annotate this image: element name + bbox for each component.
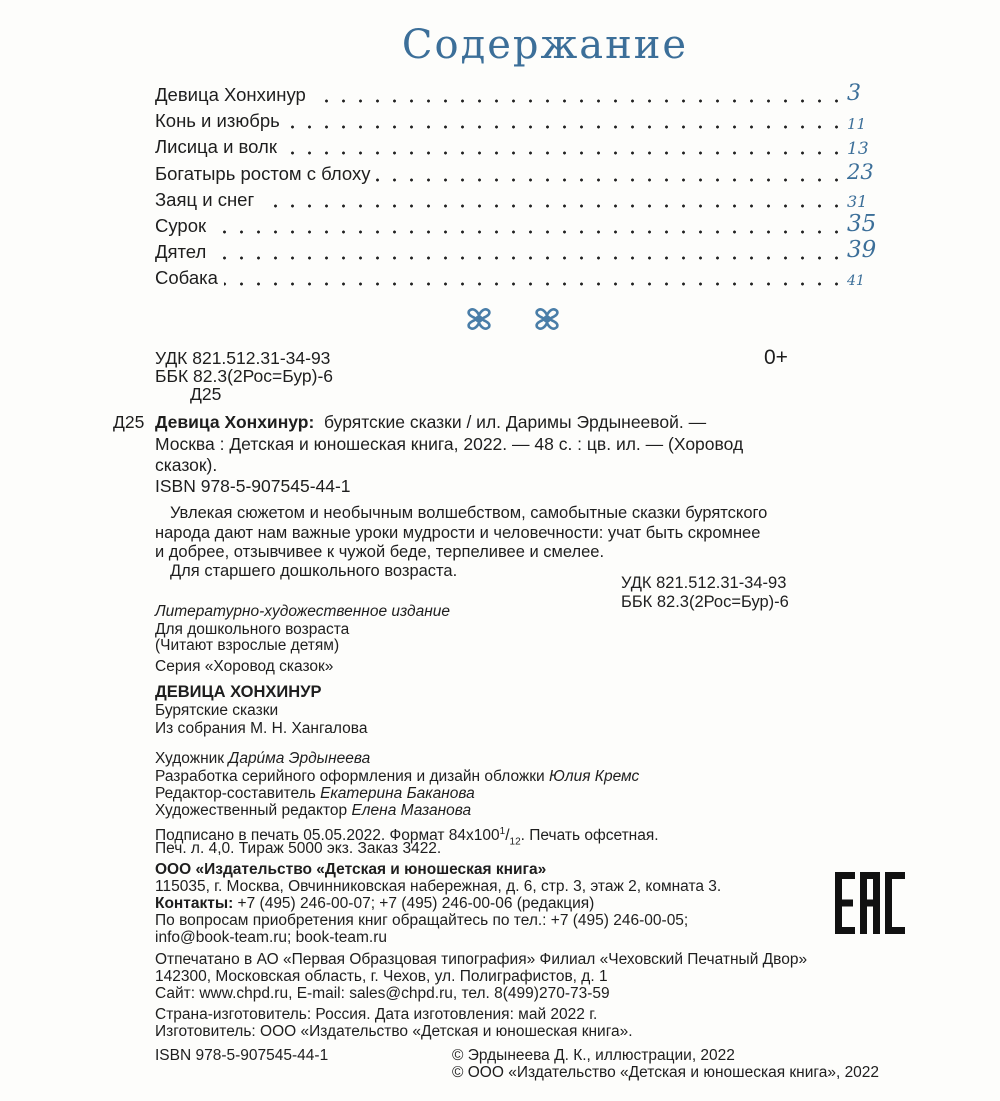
ornament-icon — [463, 303, 495, 335]
toc-entry-label: Богатырь ростом с блоху — [155, 162, 371, 184]
eac-conformity-mark-icon — [835, 872, 905, 934]
toc-entry-label: Девица Хонхинур — [155, 84, 306, 105]
toc-entry — [155, 132, 845, 158]
toc-entry-page: 39 — [847, 236, 877, 263]
toc-entry-label: Дятел — [155, 241, 207, 263]
art-editor-name: Елена Мазанова — [351, 802, 472, 819]
isbn-bottom: ISBN 978-5-907545-44-1 — [155, 1047, 329, 1064]
toc-entry-page: 23 — [847, 160, 874, 185]
toc-entry-page: 3 — [847, 80, 861, 106]
toc-leader-dots — [312, 99, 845, 103]
design-label: Разработка серийного оформления и дизайн обложки — [155, 768, 550, 785]
catalog-title: Девица Хонхинур: — [155, 412, 315, 432]
toc-leader-dots — [260, 204, 845, 208]
format-fraction-num: 1 — [499, 826, 506, 837]
sales-line: По вопросам приобретения книг обращайтесь по тел.: +7 (495) 246-00-05; — [155, 912, 689, 929]
udk-code-2: УДК 821.512.31-34-93 — [621, 574, 787, 592]
maker-line: Изготовитель: ООО «Издательство «Детская и юношеская книга». — [155, 1023, 633, 1040]
side-code: Д25 — [113, 412, 145, 432]
toc-entry-label: Заяц и снег — [155, 188, 255, 210]
toc-entry — [155, 211, 845, 237]
editor-label: Редактор-составитель — [155, 785, 321, 802]
print-line-1: Подписано в печать 05.05.2022. Формат $84x100^1/_{12}$. Печать офсетная. — [155, 826, 659, 848]
toc-entry-page: 11 — [847, 114, 867, 133]
catalog-desc-1: бурятские сказки / ил. Даримы Эрдынеевой. — — [324, 412, 707, 432]
copyright-publisher: © ООО «Издательство «Детская и юношеская книга», 2022 — [452, 1064, 880, 1081]
country-line: Страна-изготовитель: Россия. Дата изготовления: май 2022 г. — [155, 1006, 598, 1023]
toc-entry-label: Лисица и волк — [155, 136, 277, 158]
age-rating: 0+ — [764, 346, 788, 369]
format-fraction-den: 12 — [509, 836, 521, 848]
artist-name: Дари́ма Эрдынеева — [228, 750, 371, 767]
toc-entry-page: 41 — [847, 273, 865, 290]
toc-leader-dots — [376, 178, 845, 182]
contacts-value: +7 (495) 246-00-07; +7 (495) 246-00-06 (редакция) — [233, 895, 595, 912]
toc-entry-page: 35 — [847, 210, 877, 237]
age-line: Для дошкольного возраста — [155, 621, 350, 638]
catalog-isbn: ISBN 978-5-907545-44-1 — [155, 476, 351, 496]
emails: info@book-team.ru; book-team.ru — [155, 929, 387, 946]
abstract-line: Увлекая сюжетом и необычным волшебством, самобытные сказки бурятского — [170, 504, 768, 522]
toc-entry — [155, 106, 845, 132]
catalog-desc-3: сказок). — [155, 455, 218, 475]
publisher: ООО «Издательство «Детская и юношеская книга» — [155, 861, 547, 878]
artist-label: Художник — [155, 750, 229, 767]
toc-leader-dots — [283, 151, 845, 155]
audience: Для старшего дошкольного возраста. — [170, 562, 458, 580]
toc-entry — [155, 185, 845, 211]
print-format: Подписано в печать 05.05.2022. Формат 84x100 — [155, 827, 500, 845]
editor-name: Екатерина Баканова — [320, 785, 475, 802]
ornament-icon — [531, 303, 563, 335]
catalog-desc-2: Москва : Детская и юношеская книга, 2022. — 48 с. : цв. ил. — (Хоровод — [155, 434, 744, 454]
abstract-line: народа дают нам важные уроки мудрости и человечности: учат быть скромнее — [155, 524, 761, 542]
publisher-address: 115035, г. Москва, Овчинниковская набережная, д. 6, стр. 3, этаж 2, комната 3. — [155, 878, 722, 895]
print-type: . Печать офсетная. — [520, 827, 659, 845]
design-name: Юлия Кремс — [549, 768, 640, 785]
collection: Из собрания М. Н. Хангалова — [155, 720, 368, 737]
age-note: (Читают взрослые детям) — [155, 637, 340, 654]
toc-leader-dots — [286, 125, 845, 129]
bbk-code: ББК 82.3(2Рос=Бур)-6 — [155, 366, 334, 386]
toc-title: Содержание — [401, 22, 689, 68]
print-line-2: Печ. л. 4,0. Тираж 5000 экз. Заказ 3422. — [155, 840, 442, 857]
art-editor-label: Художественный редактор — [155, 802, 352, 819]
catalog-title-line — [155, 412, 706, 433]
series: Серия «Хоровод сказок» — [155, 658, 334, 675]
bbk-code-2: ББК 82.3(2Рос=Бур)-6 — [621, 593, 789, 611]
toc-leader-dots — [224, 282, 845, 286]
book-title: ДЕВИЦА ХОНХИНУР — [155, 683, 322, 701]
abstract-line: и добрее, отзывчивее к чужой беде, терпеливее и смелее. — [155, 543, 605, 561]
printer-address: 142300, Московская область, г. Чехов, ул. Полиграфистов, д. 1 — [155, 968, 608, 985]
design-line — [155, 768, 639, 786]
toc-leader-dots — [212, 256, 845, 260]
udk-code: УДК 821.512.31-34-93 — [155, 348, 331, 368]
art-editor-line — [155, 802, 471, 820]
toc-entry-label: Сурок — [155, 215, 207, 236]
edition-type: Литературно-художественное издание — [155, 603, 450, 620]
printer-contacts: Сайт: www.chpd.ru, E-mail: sales@chpd.ru, тел. 8(499)270-73-59 — [155, 985, 610, 1002]
toc-entry — [155, 80, 845, 106]
author-code: Д25 — [190, 384, 222, 404]
toc-entry-page: 13 — [847, 138, 869, 159]
artist-line — [155, 750, 370, 768]
toc-entry — [155, 263, 845, 289]
toc-leader-dots — [212, 230, 845, 234]
toc-entry-label: Конь и изюбрь — [155, 110, 280, 132]
toc-entry-label: Собака — [155, 267, 218, 289]
subtitle: Бурятские сказки — [155, 702, 279, 719]
toc-entry — [155, 237, 845, 263]
printer-line: Отпечатано в АО «Первая Образцовая типография» Филиал «Чеховский Печатный Двор» — [155, 951, 808, 968]
copyright-illustrations: © Эрдынеева Д. К., иллюстрации, 2022 — [452, 1047, 735, 1064]
toc-entry-page: 31 — [847, 192, 868, 212]
contacts-label: Контакты: — [155, 895, 234, 912]
contacts-line — [155, 895, 594, 913]
toc-entry — [155, 159, 845, 185]
editor-line — [155, 785, 475, 803]
